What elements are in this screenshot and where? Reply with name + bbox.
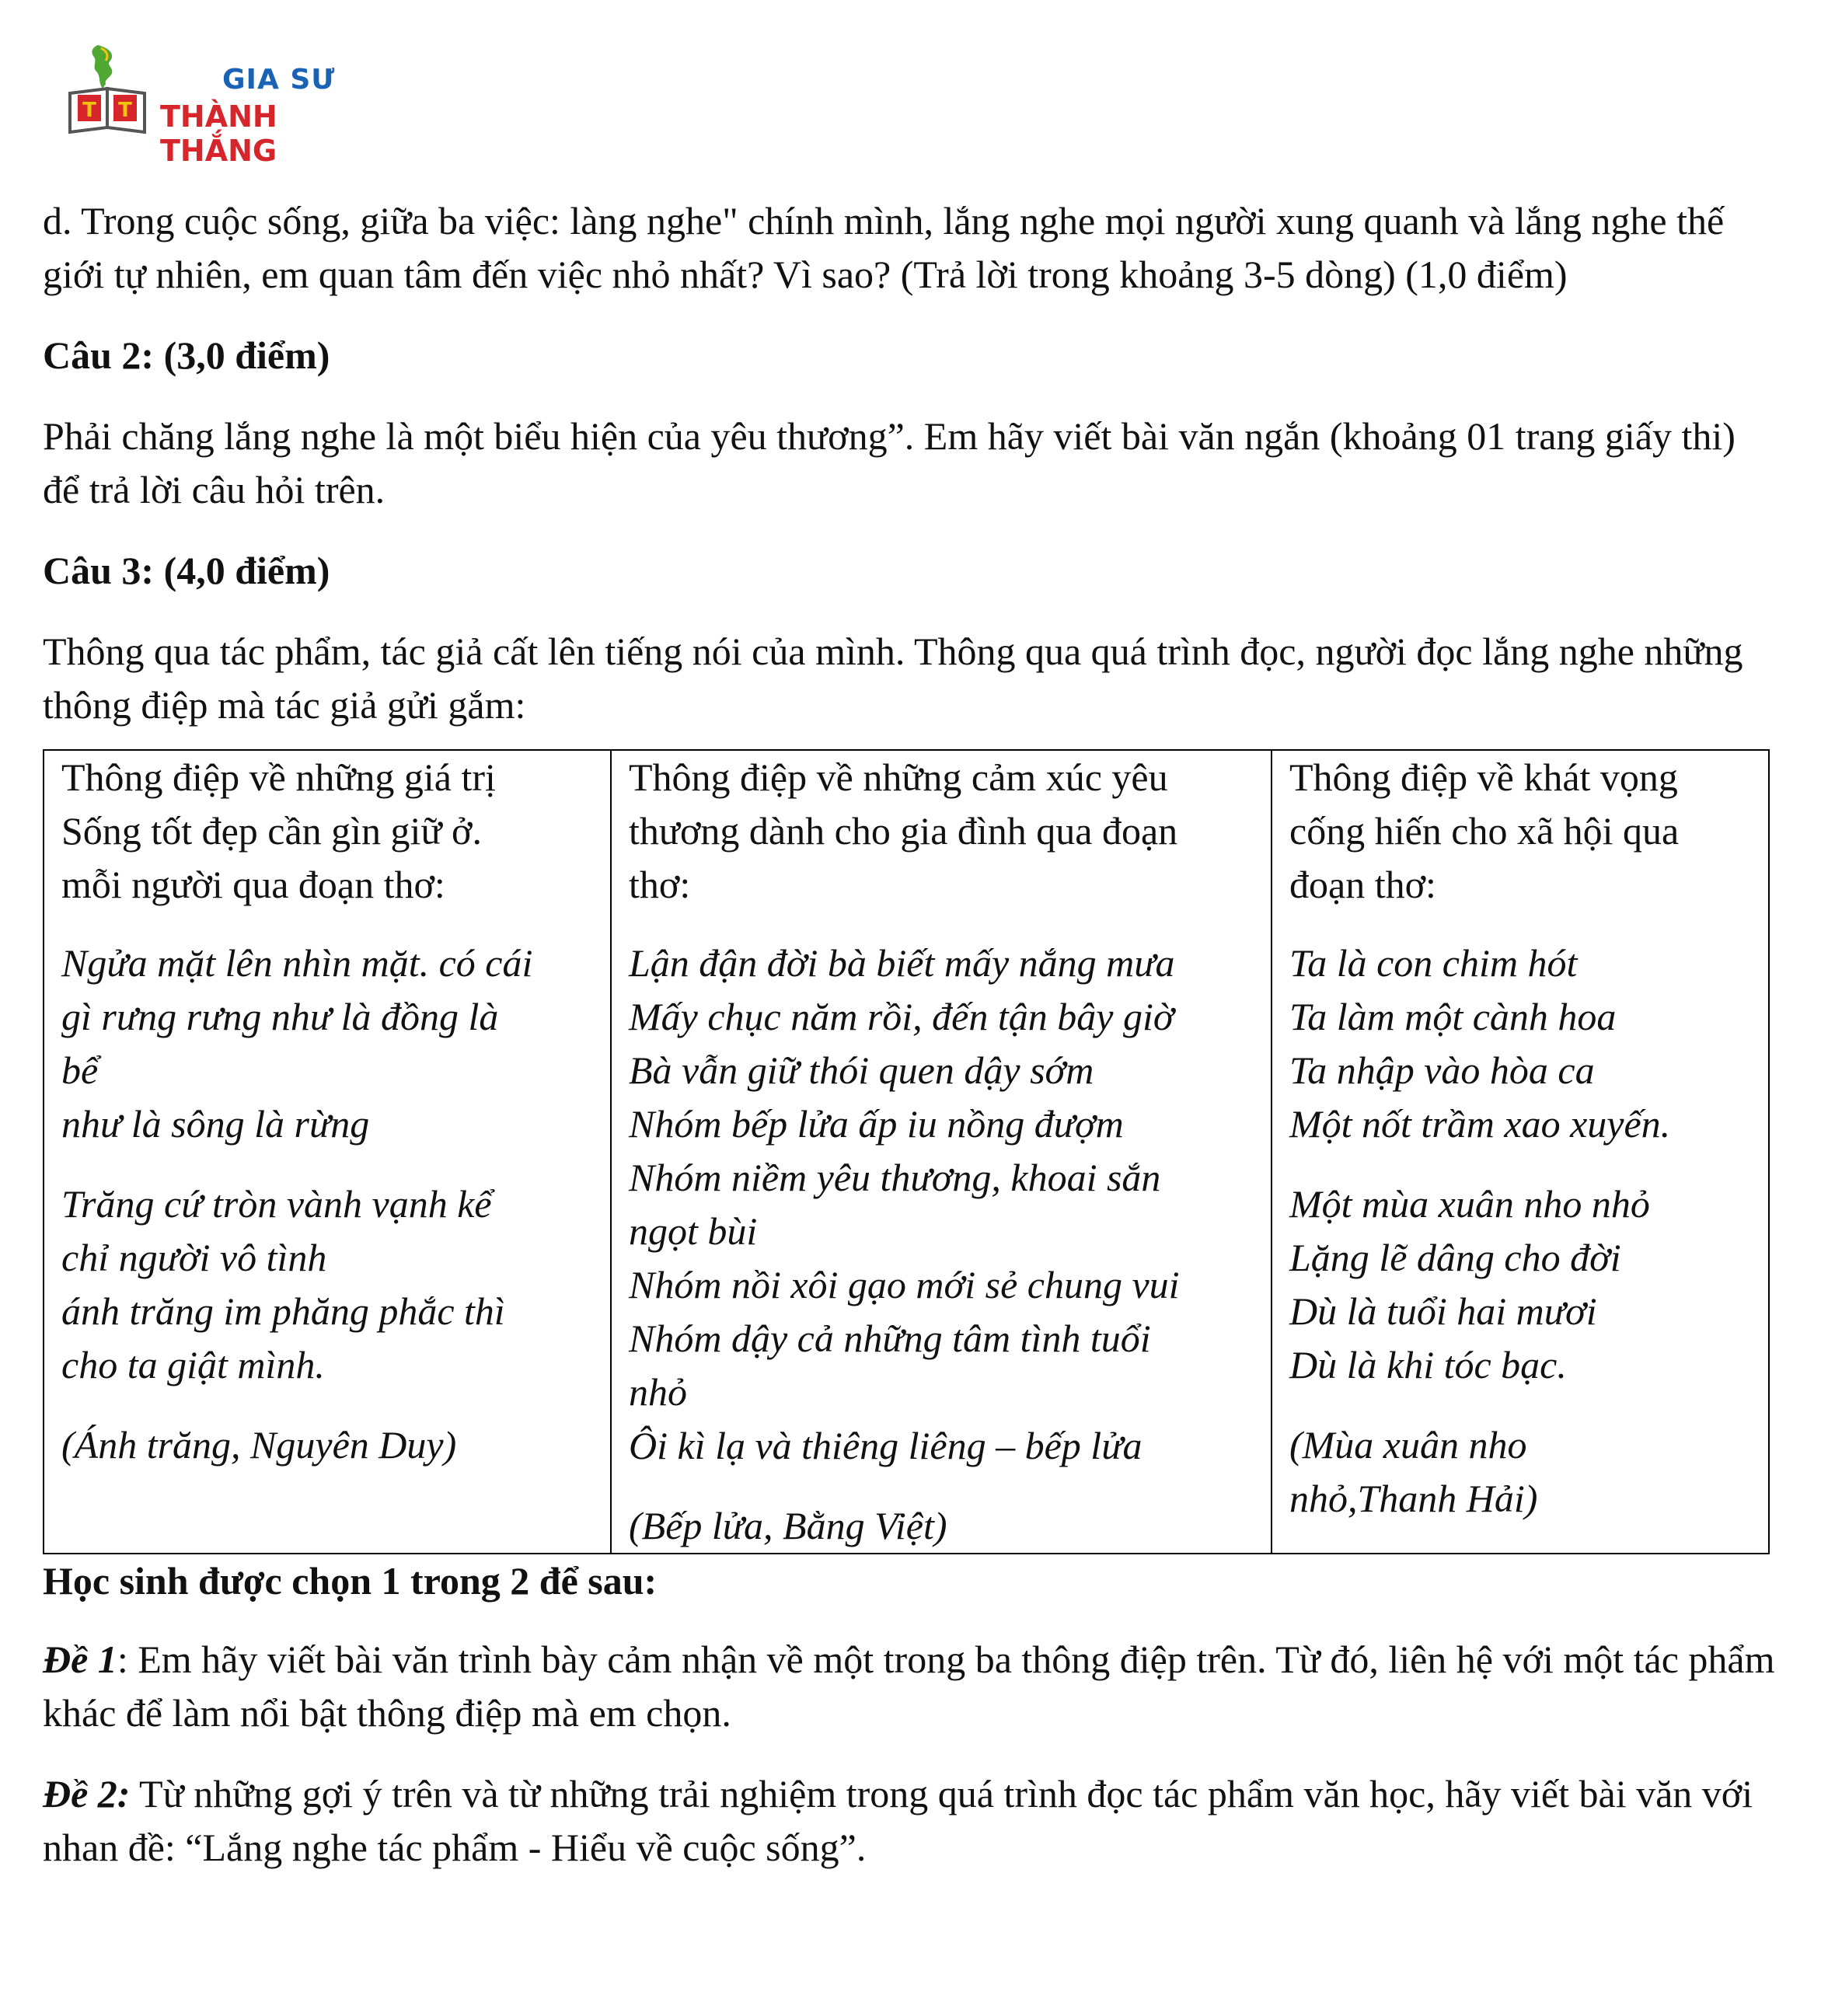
intro-line: Sống tốt đẹp cần gìn giữ ở. (61, 809, 482, 853)
logo-emblem-letter-right: T (118, 99, 132, 122)
cau2-heading: Câu 2: (3,0 điểm) (43, 333, 330, 377)
verse-line: Nhóm bếp lửa ấp iu nồng đượm (629, 1102, 1124, 1146)
verse-line: chỉ người vô tình (61, 1236, 327, 1279)
de-2-text: Từ những gợi ý trên và từ những trải nghiệm trong quá trình đọc tác phẩm văn học, hãy viết bài văn với nhan đề: “Lắng nghe tác phẩm - Hiểu về cuộc sống”. (43, 1772, 1753, 1869)
document-body (43, 194, 1776, 1902)
poem-stanza (629, 936, 1255, 1473)
cau3-heading: Câu 3: (4,0 điểm) (43, 549, 330, 592)
cell-intro (629, 751, 1255, 912)
verse-line: Trăng cứ tròn vành vạnh kể (61, 1182, 492, 1226)
table-cell-social-aspiration (1272, 750, 1769, 1554)
verse-line: Nhóm niềm yêu thương, khoai sắn (629, 1156, 1161, 1199)
de-1-text: : Em hãy viết bài văn trình bày cảm nhận về một trong ba thông điệp trên. Từ đó, liên hệ với một tác phẩm khác để làm nổi bật thông điệp mà em chọn. (43, 1638, 1775, 1735)
de-1-label: Đề 1 (43, 1638, 117, 1681)
verse-line: Một mùa xuân nho nhỏ (1289, 1182, 1650, 1226)
verse-line: Dù là tuổi hai mươi (1289, 1289, 1597, 1333)
source-line: (Mùa xuân nho (1289, 1423, 1527, 1467)
cell-intro (1289, 751, 1753, 912)
verse-line: Ôi kì lạ và thiêng liêng – bếp lửa (629, 1424, 1142, 1467)
verse-line: cho ta giật mình. (61, 1343, 325, 1386)
intro-line: cống hiến cho xã hội qua (1289, 809, 1680, 853)
verse-line: Lặng lẽ dâng cho đời (1289, 1236, 1621, 1279)
de-2 (43, 1767, 1776, 1875)
choose-instruction: Học sinh được chọn 1 trong 2 để sau: (43, 1559, 658, 1603)
intro-line: Thông điệp về khát vọng (1289, 755, 1678, 799)
poem-source (1289, 1418, 1753, 1526)
cell-intro (61, 751, 595, 912)
intro-line: mỗi người qua đoạn thơ: (61, 863, 445, 906)
message-table (43, 749, 1770, 1554)
poem-stanza (61, 1177, 595, 1392)
cau3-text: Thông qua tác phẩm, tác giả cất lên tiếng nói của mình. Thông qua quá trình đọc, người đọc lắng nghe những thông điệp mà tác giả gửi gắm: (43, 630, 1743, 727)
verse-line: Ta nhập vào hòa ca (1289, 1048, 1595, 1092)
verse-line: ngọt bùi (629, 1209, 758, 1253)
poem-stanza (1289, 1177, 1753, 1392)
verse-line: gì rưng rưng như là đồng là (61, 995, 499, 1038)
verse-line: Một nốt trầm xao xuyến. (1289, 1102, 1671, 1146)
verse-line: bể (61, 1048, 99, 1092)
verse-line: Ta là con chim hót (1289, 941, 1578, 985)
poem-stanza (61, 936, 595, 1151)
logo (67, 44, 393, 168)
verse-line: ánh trăng im phăng phắc thì (61, 1289, 505, 1333)
poem-source: (Bếp lửa, Bằng Việt) (629, 1504, 947, 1547)
verse-line: nhỏ (629, 1370, 687, 1414)
intro-line: thơ: (629, 863, 691, 906)
table-cell-family-love (611, 750, 1272, 1554)
intro-line: Thông điệp về những giá trị (61, 755, 496, 799)
poem-stanza (1289, 936, 1753, 1151)
verse-line: Mấy chục năm rồi, đến tận bây giờ (629, 995, 1174, 1038)
table-row (44, 750, 1769, 1554)
verse-line: Lận đận đời bà biết mấy nắng mưa (629, 941, 1175, 985)
logo-emblem-letter-left: T (82, 99, 96, 122)
question-1d: d. Trong cuộc sống, giữa ba việc: làng nghe" chính mình, lắng nghe mọi người xung quanh và lắng nghe thế giới tự nhiên, em quan tâm đến việc nhỏ nhất? Vì sao? (Trả lời trong khoảng 3-5 dòng) (1,0 điểm) (43, 199, 1725, 296)
verse-line: Nhóm nồi xôi gạo mới sẻ chung vui (629, 1263, 1180, 1306)
logo-text-thanh-thang: THÀNH THẮNG (160, 99, 277, 168)
verse-line: Nhóm dậy cả những tâm tình tuổi (629, 1317, 1151, 1360)
table-cell-moral-values (44, 750, 611, 1554)
verse-line: Ta làm một cành hoa (1289, 995, 1617, 1038)
logo-text-gia-su: GIA SƯ (222, 64, 336, 96)
intro-line: thương dành cho gia đình qua đoạn (629, 809, 1178, 853)
de-2-label: Đề 2: (43, 1772, 131, 1815)
verse-line: như là sông là rừng (61, 1102, 370, 1146)
poem-source: (Ánh trăng, Nguyên Duy) (61, 1423, 457, 1467)
cau2-text: Phải chăng lắng nghe là một biểu hiện của yêu thương”. Em hãy viết bài văn ngắn (khoảng 01 trang giấy thi) để trả lời câu hỏi trên. (43, 414, 1736, 511)
intro-line: Thông điệp về những cảm xúc yêu (629, 755, 1168, 799)
de-1 (43, 1633, 1776, 1740)
verse-line: Bà vẫn giữ thói quen dậy sớm (629, 1048, 1094, 1092)
source-line: nhỏ,Thanh Hải) (1289, 1477, 1538, 1520)
logo-emblem-icon (67, 44, 152, 137)
verse-line: Ngửa mặt lên nhìn mặt. có cái (61, 941, 533, 985)
intro-line: đoạn thơ: (1289, 863, 1436, 906)
verse-line: Dù là khi tóc bạc. (1289, 1343, 1567, 1386)
